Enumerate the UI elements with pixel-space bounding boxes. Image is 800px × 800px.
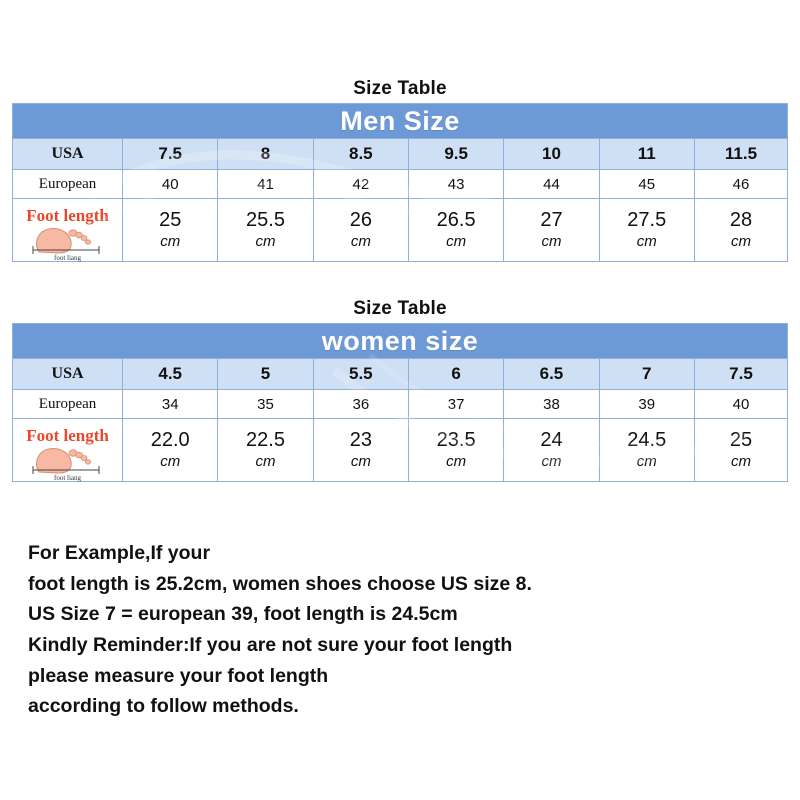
women-foot-length-value: 23: [349, 428, 372, 451]
notes-block: [28, 540, 768, 724]
men-foot-length-unit: cm: [541, 232, 562, 250]
note-line: For Example,If your: [28, 542, 211, 564]
women-foot-length-cell: [504, 419, 599, 482]
women-table-title: women size: [13, 324, 788, 359]
women-foot-length-cell: [313, 419, 408, 482]
men-foot-length-unit: cm: [255, 232, 276, 250]
men-european-cell: 44: [504, 170, 599, 199]
women-foot-length-unit: cm: [446, 452, 467, 470]
men-foot-length-cell: [218, 199, 313, 262]
women-size-table-block: [12, 298, 788, 482]
men-usa-cell: 8: [218, 139, 313, 170]
women-usa-label: USA: [13, 359, 123, 390]
men-foot-length-cell: [123, 199, 218, 262]
men-foot-length-cell: [313, 199, 408, 262]
men-foot-length-cell: [504, 199, 599, 262]
men-foot-length-unit: cm: [446, 232, 467, 250]
men-foot-length-value: 27.5: [627, 208, 667, 231]
note-line: foot length is 25.2cm, women shoes choose US size 8.: [28, 572, 532, 595]
men-foot-length-value: 26: [349, 208, 372, 231]
men-european-cell: 45: [599, 170, 694, 199]
men-table-caption: Size Table: [353, 78, 447, 99]
men-foot-length-value: 28: [729, 208, 753, 231]
women-foot-length-label: Foot length: [26, 425, 109, 445]
women-usa-cell: 5: [218, 359, 313, 390]
men-foot-length-value: 25: [159, 208, 182, 231]
women-size-table: [12, 323, 788, 482]
women-usa-cell: 5.5: [313, 359, 408, 390]
men-size-table-block: [12, 78, 788, 262]
women-european-cell: 35: [218, 390, 313, 419]
women-foot-length-unit: cm: [730, 452, 751, 470]
men-usa-row: [13, 139, 788, 170]
women-foot-length-unit: cm: [350, 452, 371, 470]
women-foot-length-cell: [599, 419, 694, 482]
women-foot-length-value: 23.5: [436, 428, 476, 451]
women-usa-cell: 6.5: [504, 359, 599, 390]
foot-measure-icon: [25, 226, 111, 260]
men-usa-cell: 11.5: [694, 139, 787, 170]
men-foot-length-label-cell: [13, 199, 123, 262]
men-table-title-row: [13, 104, 788, 139]
women-foot-length-value: 25: [729, 428, 753, 451]
men-foot-length-unit: cm: [350, 232, 371, 250]
women-usa-cell: 7.5: [694, 359, 787, 390]
men-european-label: European: [13, 170, 123, 199]
men-foot-length-unit: cm: [636, 232, 657, 250]
note-line: please measure your foot length: [28, 664, 329, 687]
men-european-cell: 40: [123, 170, 218, 199]
women-european-cell: 34: [123, 390, 218, 419]
women-foot-length-cell: [123, 419, 218, 482]
men-usa-label: USA: [13, 139, 123, 170]
men-foot-length-unit: cm: [730, 232, 751, 250]
women-foot-length-unit: cm: [160, 452, 181, 470]
men-european-cell: 43: [408, 170, 503, 199]
women-usa-cell: 7: [599, 359, 694, 390]
women-usa-cell: 4.5: [123, 359, 218, 390]
foot-measure-caption: foot liang: [54, 473, 82, 482]
men-table-title: Men Size: [13, 104, 788, 139]
men-european-cell: 42: [313, 170, 408, 199]
women-table-title-row: [13, 324, 788, 359]
men-foot-length-unit: cm: [160, 232, 181, 250]
women-usa-cell: 6: [408, 359, 503, 390]
men-foot-length-row: [13, 199, 788, 262]
women-european-cell: 39: [599, 390, 694, 419]
women-usa-row: [13, 359, 788, 390]
women-table-caption: Size Table: [353, 298, 447, 319]
women-foot-length-unit: cm: [255, 452, 276, 470]
women-foot-length-value: 22.5: [246, 428, 285, 451]
men-size-table: [12, 103, 788, 262]
men-european-row: [13, 170, 788, 199]
men-foot-length-value: 26.5: [436, 208, 476, 231]
women-foot-length-unit: cm: [636, 452, 657, 470]
women-european-row: [13, 390, 788, 419]
women-foot-length-cell: [694, 419, 787, 482]
men-foot-length-label: Foot length: [26, 205, 109, 225]
men-usa-cell: 8.5: [313, 139, 408, 170]
men-usa-cell: 9.5: [408, 139, 503, 170]
men-usa-cell: 11: [599, 139, 694, 170]
note-line: according to follow methods.: [28, 695, 299, 718]
women-foot-length-value: 22.0: [150, 428, 190, 451]
women-foot-length-value: 24.5: [627, 428, 667, 451]
men-usa-cell: 10: [504, 139, 599, 170]
men-european-cell: 46: [694, 170, 787, 199]
men-usa-cell: 7.5: [123, 139, 218, 170]
women-foot-length-row: [13, 419, 788, 482]
note-line: US Size 7 = european 39, foot length is 24.5cm: [28, 603, 458, 626]
women-foot-length-cell: [218, 419, 313, 482]
men-foot-length-cell: [408, 199, 503, 262]
women-european-cell: 36: [313, 390, 408, 419]
foot-measure-icon: [25, 446, 111, 480]
men-foot-length-cell: [599, 199, 694, 262]
women-european-label: European: [13, 390, 123, 419]
men-foot-length-cell: [694, 199, 787, 262]
women-foot-length-label-cell: [13, 419, 123, 482]
foot-measure-caption: foot liang: [54, 253, 82, 262]
men-foot-length-value: 25.5: [246, 208, 285, 231]
women-foot-length-cell: [408, 419, 503, 482]
women-foot-length-unit: cm: [541, 452, 562, 470]
women-european-cell: 38: [504, 390, 599, 419]
women-european-cell: 37: [408, 390, 503, 419]
women-european-cell: 40: [694, 390, 787, 419]
men-european-cell: 41: [218, 170, 313, 199]
men-foot-length-value: 27: [540, 208, 563, 231]
women-foot-length-value: 24: [540, 428, 563, 451]
note-line: Kindly Reminder:If you are not sure your foot length: [28, 634, 513, 657]
